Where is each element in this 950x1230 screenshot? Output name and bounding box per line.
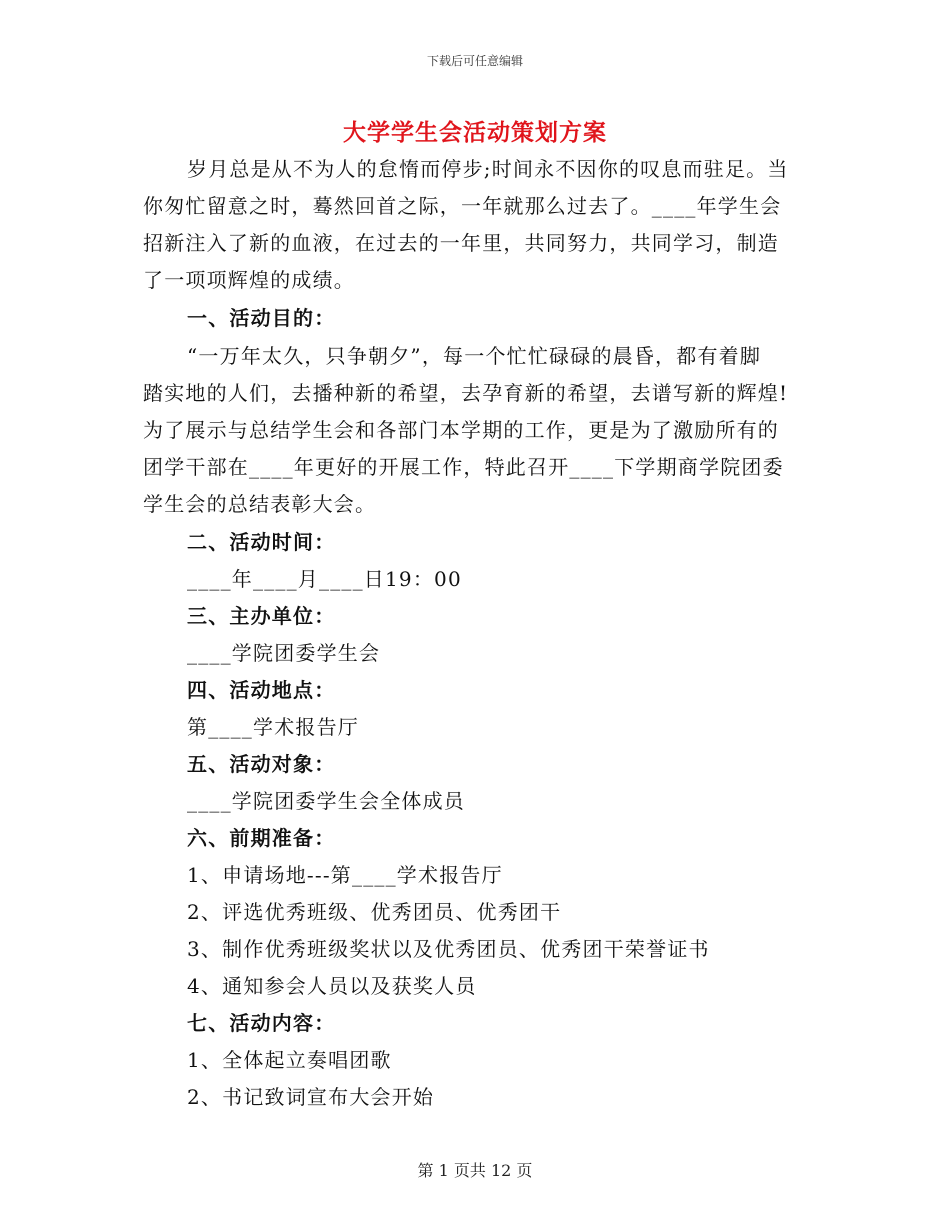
section-body-line: ____学院团委学生会全体成员 bbox=[187, 789, 465, 813]
intro-line: 岁月总是从不为人的怠惰而停步;时间永不因你的叹息而驻足。当 bbox=[187, 157, 789, 181]
section-heading: 一、活动目的： bbox=[187, 306, 336, 330]
section-heading: 二、活动时间： bbox=[187, 530, 336, 554]
list-item: 2、书记致词宣布大会开始 bbox=[187, 1085, 435, 1109]
section-body-line: 踏实地的人们，去播种新的希望，去孕育新的希望，去谱写新的辉煌! bbox=[143, 381, 789, 405]
list-item: 1、全体起立奏唱团歌 bbox=[187, 1048, 392, 1072]
intro-line: 了一项项辉煌的成绩。 bbox=[143, 268, 355, 292]
section-body-line: 团学干部在____年更好的开展工作，特此召开____下学期商学院团委 bbox=[143, 455, 784, 479]
intro-line: 招新注入了新的血液，在过去的一年里，共同努力，共同学习，制造 bbox=[143, 231, 779, 255]
section-heading: 七、活动内容： bbox=[187, 1011, 336, 1035]
list-item: 3、制作优秀班级奖状以及优秀团员、优秀团干荣誉证书 bbox=[187, 937, 710, 961]
list-item: 2、评选优秀班级、优秀团员、优秀团干 bbox=[187, 900, 562, 924]
section-heading: 五、活动对象： bbox=[187, 752, 336, 776]
section-body-line: ____学院团委学生会 bbox=[187, 641, 381, 665]
intro-line: 你匆忙留意之时，蓦然回首之际，一年就那么过去了。____年学生会 bbox=[143, 194, 782, 218]
section-body-line: 为了展示与总结学生会和各部门本学期的工作，更是为了激励所有的 bbox=[143, 418, 779, 442]
section-body-line: “一万年太久，只争朝夕”，每一个忙忙碌碌的晨昏，都有着脚 bbox=[187, 344, 762, 368]
page-footer: 第 1 页共 12 页 bbox=[417, 1161, 533, 1180]
list-item: 4、通知参会人员以及获奖人员 bbox=[187, 974, 477, 998]
document-title: 大学学生会活动策划方案 bbox=[343, 119, 607, 146]
section-body-line: ____年____月____日19：00 bbox=[187, 567, 462, 591]
section-heading: 四、活动地点： bbox=[187, 678, 336, 702]
section-heading: 三、主办单位： bbox=[187, 604, 336, 628]
section-body-line: 第____学术报告厅 bbox=[187, 715, 359, 739]
section-body-line: 学生会的总结表彰大会。 bbox=[143, 492, 377, 516]
list-item: 1、申请场地---第____学术报告厅 bbox=[187, 863, 503, 887]
section-heading: 六、前期准备： bbox=[187, 826, 336, 850]
header-note: 下载后可任意编辑 bbox=[426, 54, 523, 68]
